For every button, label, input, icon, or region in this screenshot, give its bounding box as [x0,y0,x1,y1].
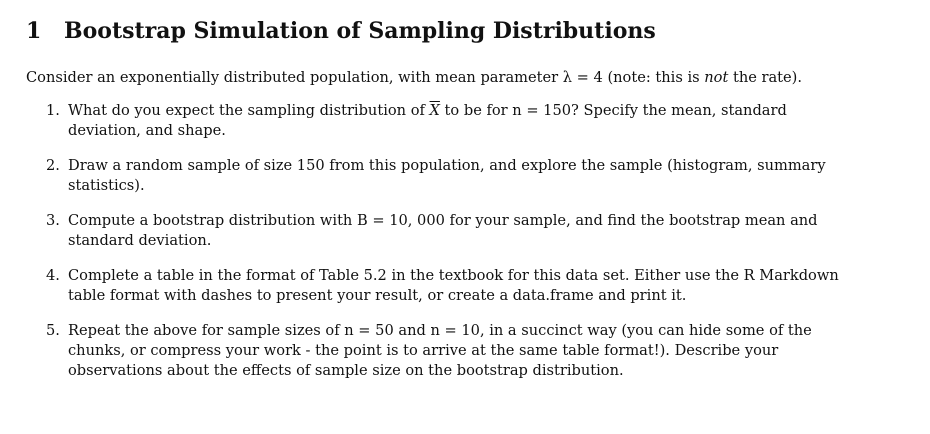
section-title: Bootstrap Simulation of Sampling Distributions [64,18,656,44]
question-marker: 3. [46,212,60,229]
math-150: 150 [296,157,325,174]
question-text: from this population, and explore the sample (histogram, summary statistics). [68,157,826,194]
question-item-4 [0,266,840,306]
question-item-2 [0,156,840,196]
question-item-3 [0,211,840,251]
intro-text-after: the rate). [728,69,803,86]
question-text: Complete a table in the format of Table 5.2 in the textbook for this data set. Either use the R Markdown table format with dashes to present your result, or create a data.frame and print it. [68,267,839,304]
intro-text-before: Consider an exponentially distributed population, with mean parameter [26,69,563,86]
section-heading [26,18,656,44]
math-b-10000: B = 10, 000 [356,212,445,229]
question-text: Compute a bootstrap distribution with [68,212,357,229]
question-text: ? Specify the mean, standard deviation, and shape. [68,102,787,139]
question-item-5 [0,321,840,381]
question-text: and [393,322,431,339]
intro-paragraph [26,68,802,88]
math-n-50: n = 50 [344,322,394,339]
question-text: to be for [439,102,513,119]
question-marker: 5. [46,322,60,339]
math-n-150: n = 150 [512,102,572,119]
question-item-1 [0,101,840,141]
intro-text-middle: (note: this is [602,69,705,86]
section-number: 1 [26,18,42,44]
question-marker: 4. [46,267,60,284]
intro-math-lambda: λ = 4 [562,69,603,86]
question-text: , in a succinct way (you can hide some of the chunks, or compress your work - the point is to arrive at the same table format!). Describe your observations about the effects of sample size on the bootstrap distribution. [68,322,812,379]
question-text: What do you expect the sampling distribution of [68,102,430,119]
question-list [0,101,840,396]
question-text: Repeat the above for sample sizes of [68,322,345,339]
math-xbar: $\overline{X}$ [429,102,440,119]
question-text: for your sample, and find the bootstrap mean and standard deviation. [68,212,818,249]
question-marker: 1. [46,102,60,119]
question-text: Draw a random sample of size [68,157,297,174]
intro-emphasis-not: not [704,69,729,86]
math-n-10: n = 10 [430,322,480,339]
question-marker: 2. [46,157,60,174]
